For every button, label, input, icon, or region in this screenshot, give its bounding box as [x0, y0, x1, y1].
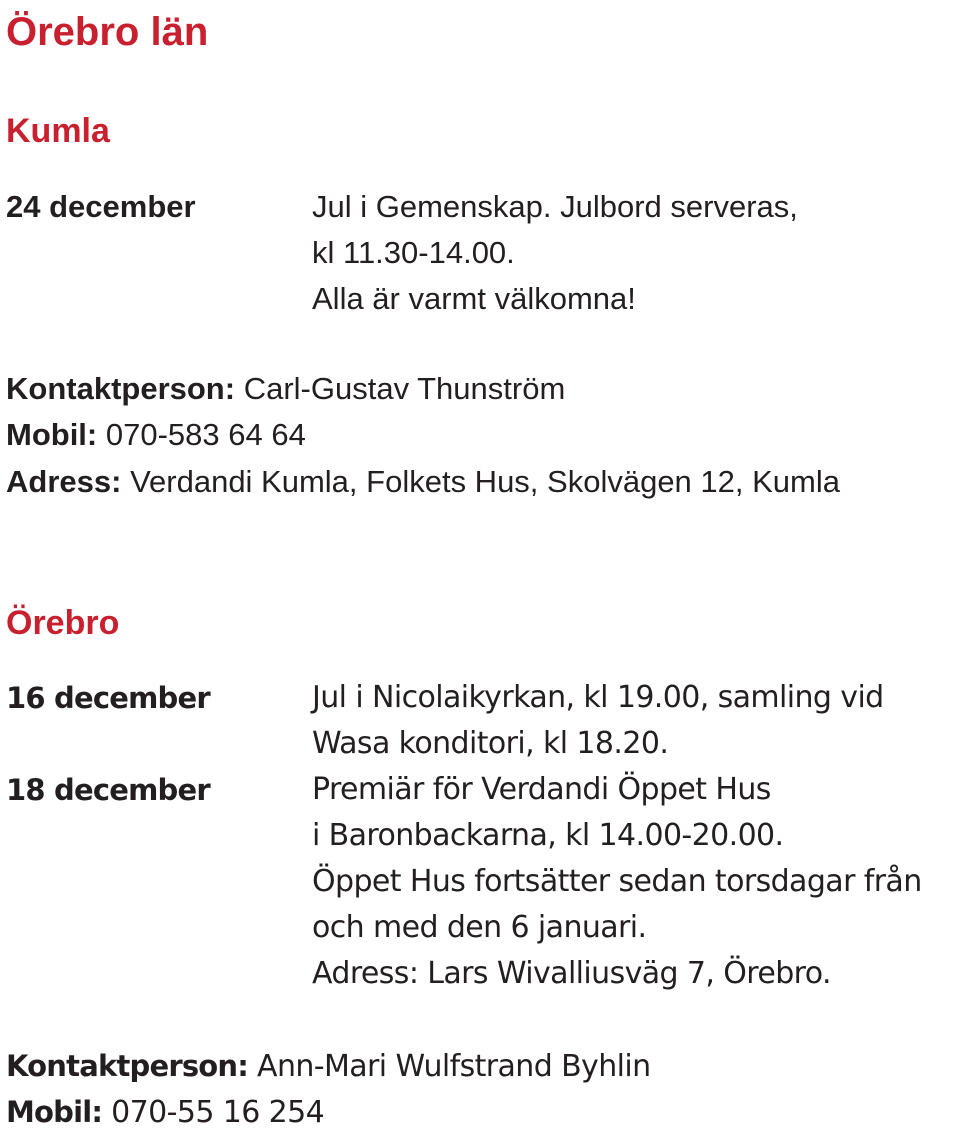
event-line: Adress: Lars Wivalliusväg 7, Örebro. — [312, 956, 831, 991]
event-line: Alla är varmt välkomna! — [312, 281, 636, 316]
event-description-kumla — [312, 184, 798, 322]
contact-person-label: Kontaktperson: — [6, 1049, 249, 1083]
event-line: Öppet Hus fortsätter sedan torsdagar från — [312, 864, 922, 899]
event-date-kumla: 24 december — [6, 189, 196, 224]
contact-mobile-orebro — [6, 1089, 324, 1136]
mobile-value: 070-55 16 254 — [111, 1095, 325, 1130]
contact-person-label: Kontaktperson: — [6, 371, 236, 406]
event-line: och med den 6 januari. — [312, 910, 647, 945]
contact-address-kumla — [6, 459, 840, 505]
contact-person-kumla — [6, 366, 565, 412]
mobile-label: Mobil: — [6, 417, 98, 452]
contact-person-orebro — [6, 1043, 651, 1090]
contact-person-value: Ann-Mari Wulfstrand Byhlin — [257, 1049, 651, 1084]
address-label: Adress: — [6, 464, 122, 499]
mobile-label: Mobil: — [6, 1095, 103, 1129]
contact-person-value: Carl-Gustav Thunström — [243, 371, 566, 406]
section-heading-kumla: Kumla — [6, 112, 110, 150]
mobile-value: 070-583 64 64 — [105, 417, 306, 452]
event-description-16-december — [312, 675, 884, 767]
event-date-18-december: 18 december — [6, 773, 210, 807]
event-line: i Baronbackarna, kl 14.00-20.00. — [312, 818, 784, 853]
event-line: Jul i Nicolaikyrkan, kl 19.00, samling vid — [312, 680, 884, 715]
event-line: Wasa konditori, kl 18.20. — [312, 726, 669, 761]
event-line: Premiär för Verdandi Öppet Hus — [312, 772, 771, 807]
event-line: kl 11.30-14.00. — [312, 235, 515, 270]
event-description-18-december — [312, 767, 922, 997]
event-line: Jul i Gemenskap. Julbord serveras, — [312, 189, 798, 224]
section-heading-orebro: Örebro — [6, 604, 120, 642]
region-title: Örebro län — [6, 10, 209, 54]
address-value: Verdandi Kumla, Folkets Hus, Skolvägen 12, Kumla — [130, 464, 840, 499]
contact-mobile-kumla — [6, 412, 306, 458]
event-date-16-december: 16 december — [6, 681, 210, 715]
